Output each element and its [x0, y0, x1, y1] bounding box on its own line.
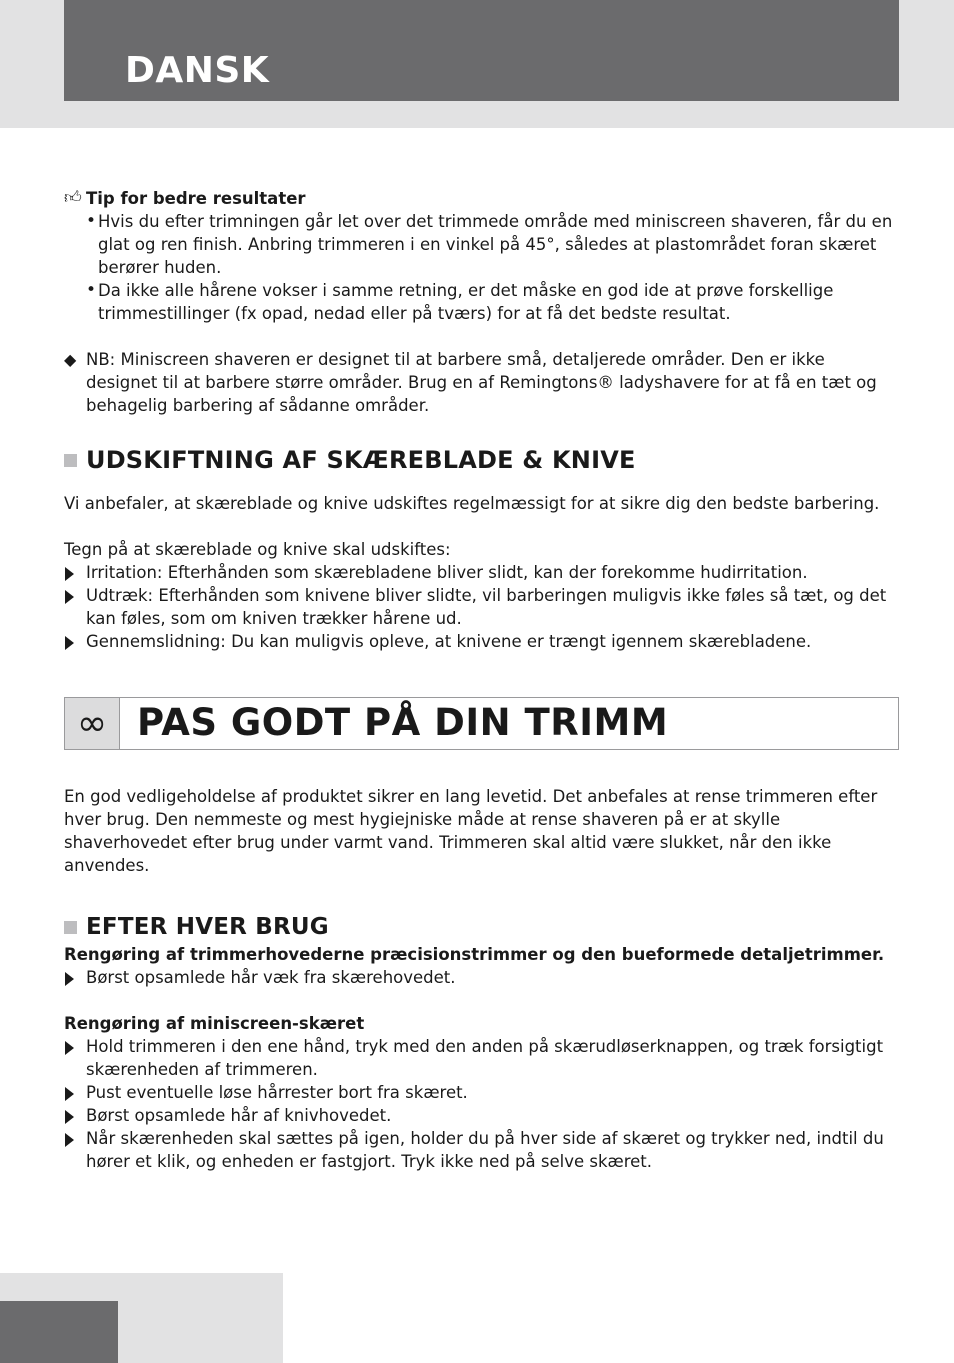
- list-item: [64, 630, 900, 653]
- nb-text: NB: Miniscreen shaveren er designet til at barbere små, detaljerede områder. Den er ikke designet til at barbere større områder. Brug en af Remingtons® ladyshavere for at få en tæt og behagelig barbering af sådanne områder.: [86, 350, 877, 415]
- step-text: Pust eventuelle løse hårrester bort fra skæret.: [86, 1083, 468, 1102]
- arrow-bullet-icon: [64, 1104, 86, 1127]
- infinity-icon: ∞: [65, 698, 120, 749]
- arrow-bullet-icon: [64, 584, 86, 630]
- step-text: Børst opsamlede hår af knivhovedet.: [86, 1106, 392, 1125]
- banner-title: PAS GODT PÅ DIN TRIMM: [137, 701, 669, 744]
- arrow-bullet-icon: [64, 1035, 86, 1081]
- bullet-dot-icon: •: [86, 280, 97, 300]
- sign-text: Irritation: Efterhånden som skærebladene bliver slidt, kan der forekomme hudirritation.: [86, 563, 808, 582]
- tip-text: Hvis du efter trimningen går let over det trimmede område med miniscreen shaveren, får du en glat og ren finish. Anbring trimmeren i en vinkel på 45°, således at plastområdet foran skæret berører huden.: [98, 212, 893, 277]
- arrow-bullet-icon: [64, 561, 86, 584]
- care-banner: [64, 697, 899, 750]
- signs-intro: Tegn på at skæreblade og knive skal udskiftes:: [64, 540, 451, 559]
- tip-heading-row: [64, 186, 900, 210]
- arrow-bullet-icon: [64, 1081, 86, 1104]
- sign-text: Gennemslidning: Du kan muligvis opleve, at knivene er trængt igennem skærebladene.: [86, 632, 812, 651]
- arrow-bullet-icon: [64, 966, 86, 989]
- section-title: UDSKIFTNING AF SKÆREBLADE & KNIVE: [86, 445, 636, 474]
- bullet-dot-icon: •: [86, 211, 97, 231]
- replace-intro: Vi anbefaler, at skæreblade og knive udskiftes regelmæssigt for at sikre dig den bedste barbering.: [64, 494, 880, 513]
- section-heading-after-use: [64, 911, 900, 943]
- subheading-miniscreen: Rengøring af miniscreen-skæret: [64, 1014, 365, 1033]
- step-text: Hold trimmeren i den ene hånd, tryk med den anden på skærudløserknappen, og træk forsigtigt skærenheden af trimmeren.: [86, 1037, 884, 1079]
- section-title: EFTER HVER BRUG: [86, 913, 329, 940]
- list-item: [64, 1104, 900, 1127]
- tip-heading: Tip for bedre resultater: [86, 188, 306, 208]
- care-intro: En god vedligeholdelse af produktet sikrer en lang levetid. Det anbefales at rense trimmeren efter hver brug. Den nemmeste og mest hygiejniske måde at rense shaveren på er at skylle shaverhovedet efter brug under varmt vand. Trimmeren skal altid være slukket, når den ikke anvendes.: [64, 787, 878, 875]
- section-heading-replace: [64, 440, 900, 480]
- list-item: [64, 561, 900, 584]
- list-item: [64, 584, 900, 630]
- tip-text: Da ikke alle hårene vokser i samme retning, er det måske en god ide at prøve forskellige trimmestillinger (fx opad, nedad eller på tværs) for at få det bedste resultat.: [98, 281, 834, 323]
- footer-box: [0, 1301, 118, 1363]
- sign-text: Udtræk: Efterhånden som knivene bliver slidte, vil barberingen muligvis ikke føles så tæt, og det kan føles, som om kniven trækker hårene ud.: [86, 586, 887, 628]
- list-item: [86, 210, 900, 279]
- arrow-bullet-icon: [64, 1127, 86, 1173]
- list-item: [86, 279, 900, 325]
- page-title: DANSK: [125, 50, 270, 91]
- subheading-trimmer-heads: Rengøring af trimmerhovederne præcisionstrimmer og den bueformede detaljetrimmer.: [64, 945, 885, 964]
- section-square-icon: [64, 921, 77, 934]
- thumbs-up-icon: 👍︎: [64, 187, 82, 208]
- content-top: [64, 186, 900, 653]
- list-item: [64, 1127, 900, 1173]
- section-square-icon: [64, 454, 77, 467]
- list-item: [64, 966, 900, 989]
- arrow-bullet-icon: [64, 630, 86, 653]
- tip-list: [64, 210, 900, 325]
- warning-icon: ◆: [64, 350, 77, 369]
- content-care: [64, 785, 900, 1173]
- list-item: [64, 1035, 900, 1081]
- list-item: [64, 1081, 900, 1104]
- step-text: Når skærenheden skal sættes på igen, holder du på hver side af skæret og trykker ned, indtil du hører et klik, og enheden er fastgjort. Tryk ikke ned på selve skæret.: [86, 1129, 884, 1171]
- nb-note: [64, 348, 900, 417]
- step-text: Børst opsamlede hår væk fra skærehovedet.: [86, 968, 456, 987]
